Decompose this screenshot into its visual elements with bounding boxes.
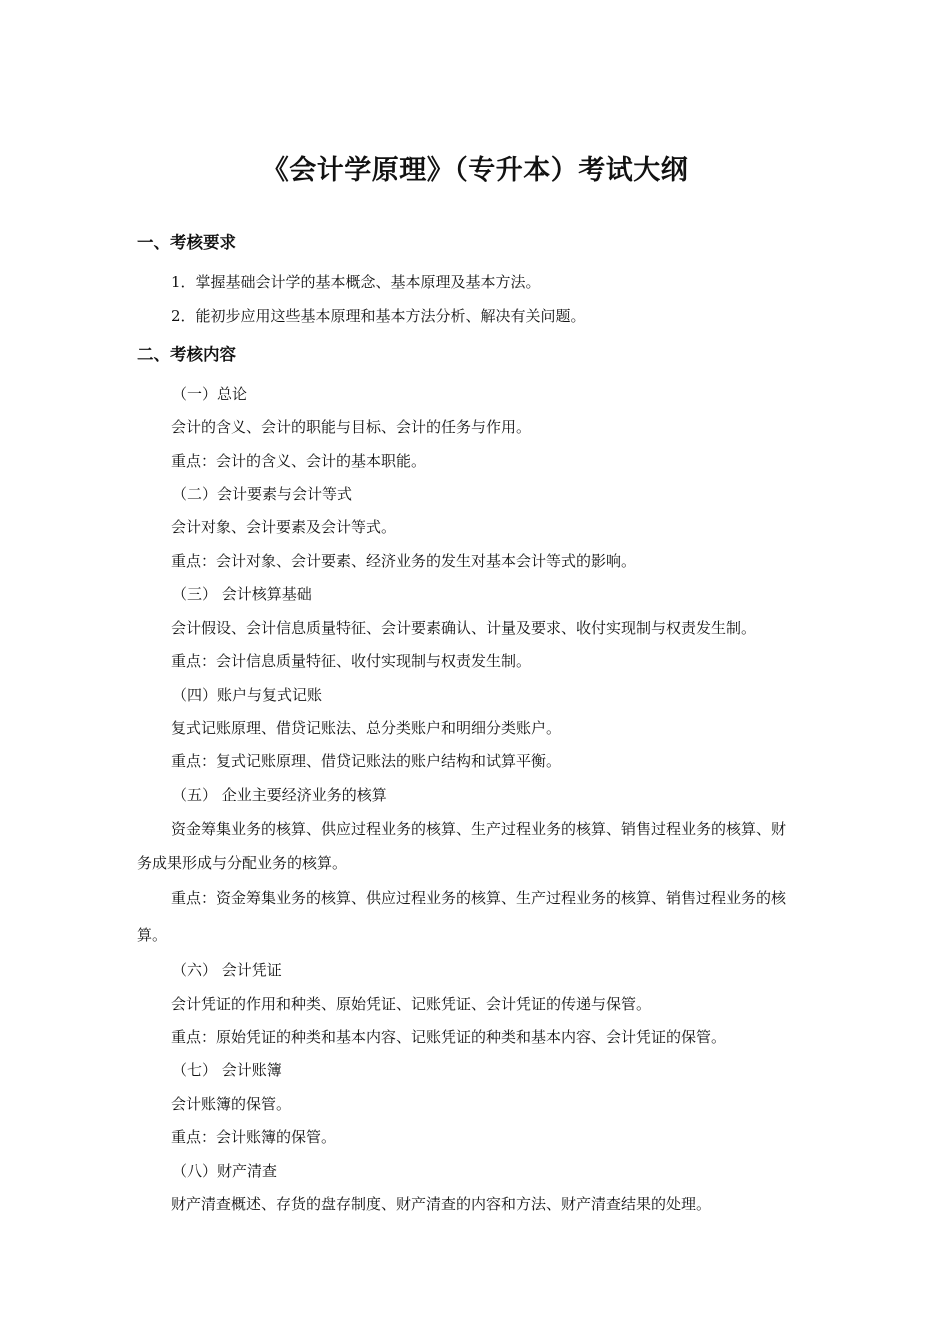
unit-content: 务成果形成与分配业务的核算。	[137, 854, 348, 872]
unit-content: 财产清查概述、存货的盘存制度、财产清查的内容和方法、财产清查结果的处理。	[171, 1195, 712, 1213]
unit-content: 资金筹集业务的核算、供应过程业务的核算、生产过程业务的核算、销售过程业务的核算、财	[171, 820, 787, 838]
section-heading-requirements: 一、考核要求	[137, 233, 236, 252]
unit-title: （四）账户与复式记账	[172, 686, 323, 704]
unit-key-points: 重点：复式记账原理、借贷记账法的账户结构和试算平衡。	[171, 752, 562, 770]
unit-content: 会计假设、会计信息质量特征、会计要素确认、计量及要求、收付实现制与权责发生制。	[171, 619, 757, 637]
unit-key-points: 重点：资金筹集业务的核算、供应过程业务的核算、生产过程业务的核算、销售过程业务的核	[171, 889, 787, 907]
unit-key-points: 重点：会计信息质量特征、收付实现制与权责发生制。	[171, 652, 532, 670]
unit-key-points: 重点：会计账簿的保管。	[171, 1128, 337, 1146]
unit-title: （三） 会计核算基础	[172, 585, 312, 603]
unit-key-points: 重点：会计的含义、会计的基本职能。	[171, 452, 427, 470]
unit-key-points: 重点：原始凭证的种类和基本内容、记账凭证的种类和基本内容、会计凭证的保管。	[171, 1028, 727, 1046]
unit-content: 复式记账原理、借贷记账法、总分类账户和明细分类账户。	[171, 719, 562, 737]
unit-title: （六） 会计凭证	[172, 961, 282, 979]
unit-key-points: 算。	[137, 926, 168, 944]
unit-content: 会计凭证的作用和种类、原始凭证、记账凭证、会计凭证的传递与保管。	[171, 995, 652, 1013]
section-heading-content: 二、考核内容	[137, 345, 236, 364]
unit-content: 会计的含义、会计的职能与目标、会计的任务与作用。	[171, 418, 532, 436]
unit-title: （八）财产清查	[172, 1162, 278, 1180]
requirement-item: 1．掌握基础会计学的基本概念、基本原理及基本方法。	[171, 273, 541, 291]
unit-content: 会计对象、会计要素及会计等式。	[171, 518, 397, 536]
unit-title: （二）会计要素与会计等式	[172, 485, 353, 503]
unit-content: 会计账簿的保管。	[171, 1095, 292, 1113]
requirement-item: 2．能初步应用这些基本原理和基本方法分析、解决有关问题。	[171, 307, 586, 325]
unit-key-points: 重点：会计对象、会计要素、经济业务的发生对基本会计等式的影响。	[171, 552, 637, 570]
unit-title: （七） 会计账簿	[172, 1061, 282, 1079]
unit-title: （五） 企业主要经济业务的核算	[172, 786, 387, 804]
unit-title: （一）总论	[172, 385, 248, 403]
document-title: 《会计学原理》（专升本）考试大纲	[261, 155, 689, 186]
